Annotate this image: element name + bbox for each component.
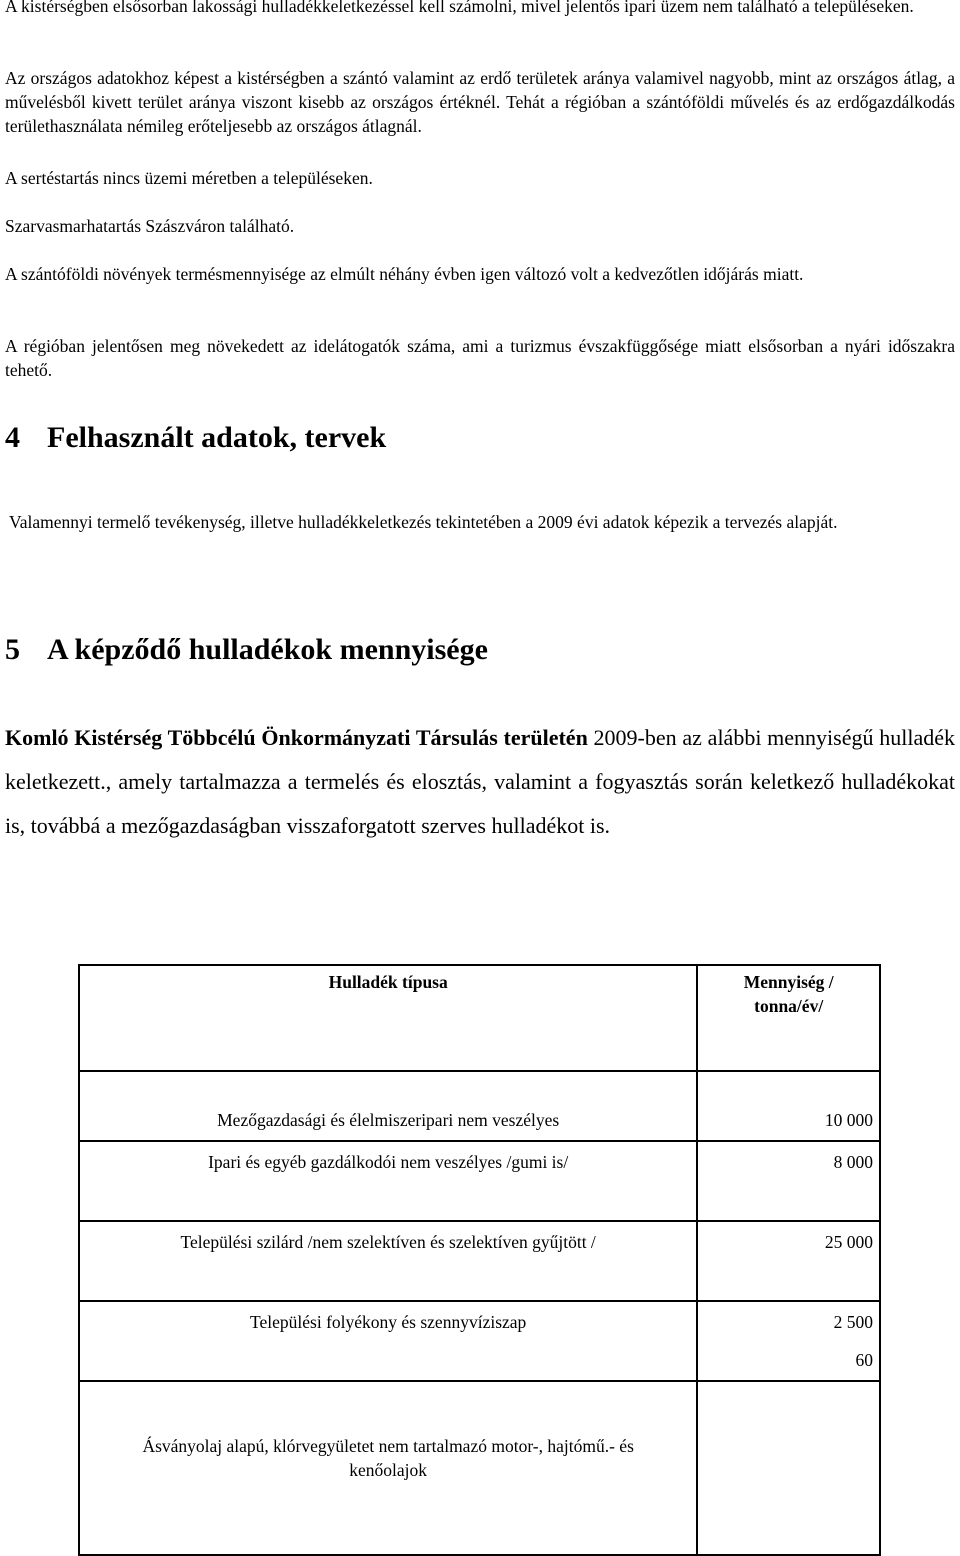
section-5-heading [5,632,488,668]
quantity-cell: 25 000 [697,1221,880,1301]
table-row [79,1381,880,1555]
quantity-cell [697,1301,880,1381]
table-row [79,1221,880,1301]
paragraph-pig-farming: A sertéstartás nincs üzemi méretben a településeken. [5,168,373,188]
waste-type-line1: Ásványolaj alapú, klórvegyületet nem tartalmazó motor-, hajtómű.- és [142,1436,634,1456]
section-5-lead [5,716,955,848]
quantity-value: 60 [855,1350,873,1370]
section-5-lead-bold: Komló Kistérség Többcélú Önkormányzati Társulás területén [5,725,588,750]
section-4-text: Valamennyi termelő tevékenység, illetve hulladékkeletkezés tekintetében a 2009 évi adatok képezik a tervezés alapját. [9,512,838,532]
table-row [79,1301,880,1381]
waste-type-cell: Ipari és egyéb gazdálkodói nem veszélyes /gumi is/ [79,1141,697,1221]
section-5-title: A képződő hulladékok mennyisége [47,633,488,666]
quantity-cell-empty [697,1381,880,1555]
header-waste-type: Hulladék típusa [79,965,697,1071]
section-5-number: 5 [5,633,20,666]
waste-type-cell: Mezőgazdasági és élelmiszeripari nem veszélyes [79,1071,697,1141]
waste-quantity-table [78,964,881,1556]
quantity-value: 2 500 [833,1312,873,1332]
quantity-cell: 10 000 [697,1071,880,1141]
waste-type-line2: kenőolajok [349,1460,428,1480]
waste-type-cell: Települési szilárd /nem szelektíven és szelektíven gyűjtött / [79,1221,697,1301]
waste-type-cell [79,1381,697,1555]
paragraph-industry: A kistérségben elsősorban lakossági hulladékkeletkezéssel kell számolni, mivel jelentős ipari üzem nem található a településeken. [5,0,914,16]
table-row [79,1071,880,1141]
header-quantity [697,965,880,1071]
header-quantity-line2: tonna/év/ [754,996,824,1016]
paragraph-land-use: Az országos adatokhoz képest a kistérségben a szántó valamint az erdő területek aránya valamivel nagyobb, mint az országos átlag, a művelésből kivett terület aránya viszont kisebb az országos értéknél. Tehát a régióban a szántóföldi művelés és az erdőgazdálkodás területhasználata némileg erőteljesebb az országos átlagnál. [5,68,955,136]
paragraph-cattle-farming: Szarvasmarhatartás Szászváron található. [5,216,295,236]
header-quantity-line1: Mennyiség / [743,972,834,992]
section-4-title: Felhasznált adatok, tervek [47,421,387,454]
section-4-heading [5,420,386,456]
waste-type-cell: Települési folyékony és szennyvíziszap [79,1301,697,1381]
quantity-cell: 8 000 [697,1141,880,1221]
paragraph-tourism: A régióban jelentősen meg növekedett az idelátogatók száma, ami a turizmus évszakfüggősége miatt elsősorban a nyári időszakra tehető. [5,336,955,380]
table-row [79,1141,880,1221]
table-header-row [79,965,880,1071]
paragraph-crop-yield: A szántóföldi növények termésmennyisége az elmúlt néhány évben igen változó volt a kedvezőtlen időjárás miatt. [5,264,804,284]
section-4-number: 4 [5,421,20,454]
section-5-lead-rest: 2009-ben az alábbi mennyiségű hulladék keletkezett., amely tartalmazza a termelés és elosztás, valamint a fogyasztás során keletkező hulladékokat is, továbbá a mezőgazdaságban visszaforgatott szerves hulladékot is. [5,725,955,838]
